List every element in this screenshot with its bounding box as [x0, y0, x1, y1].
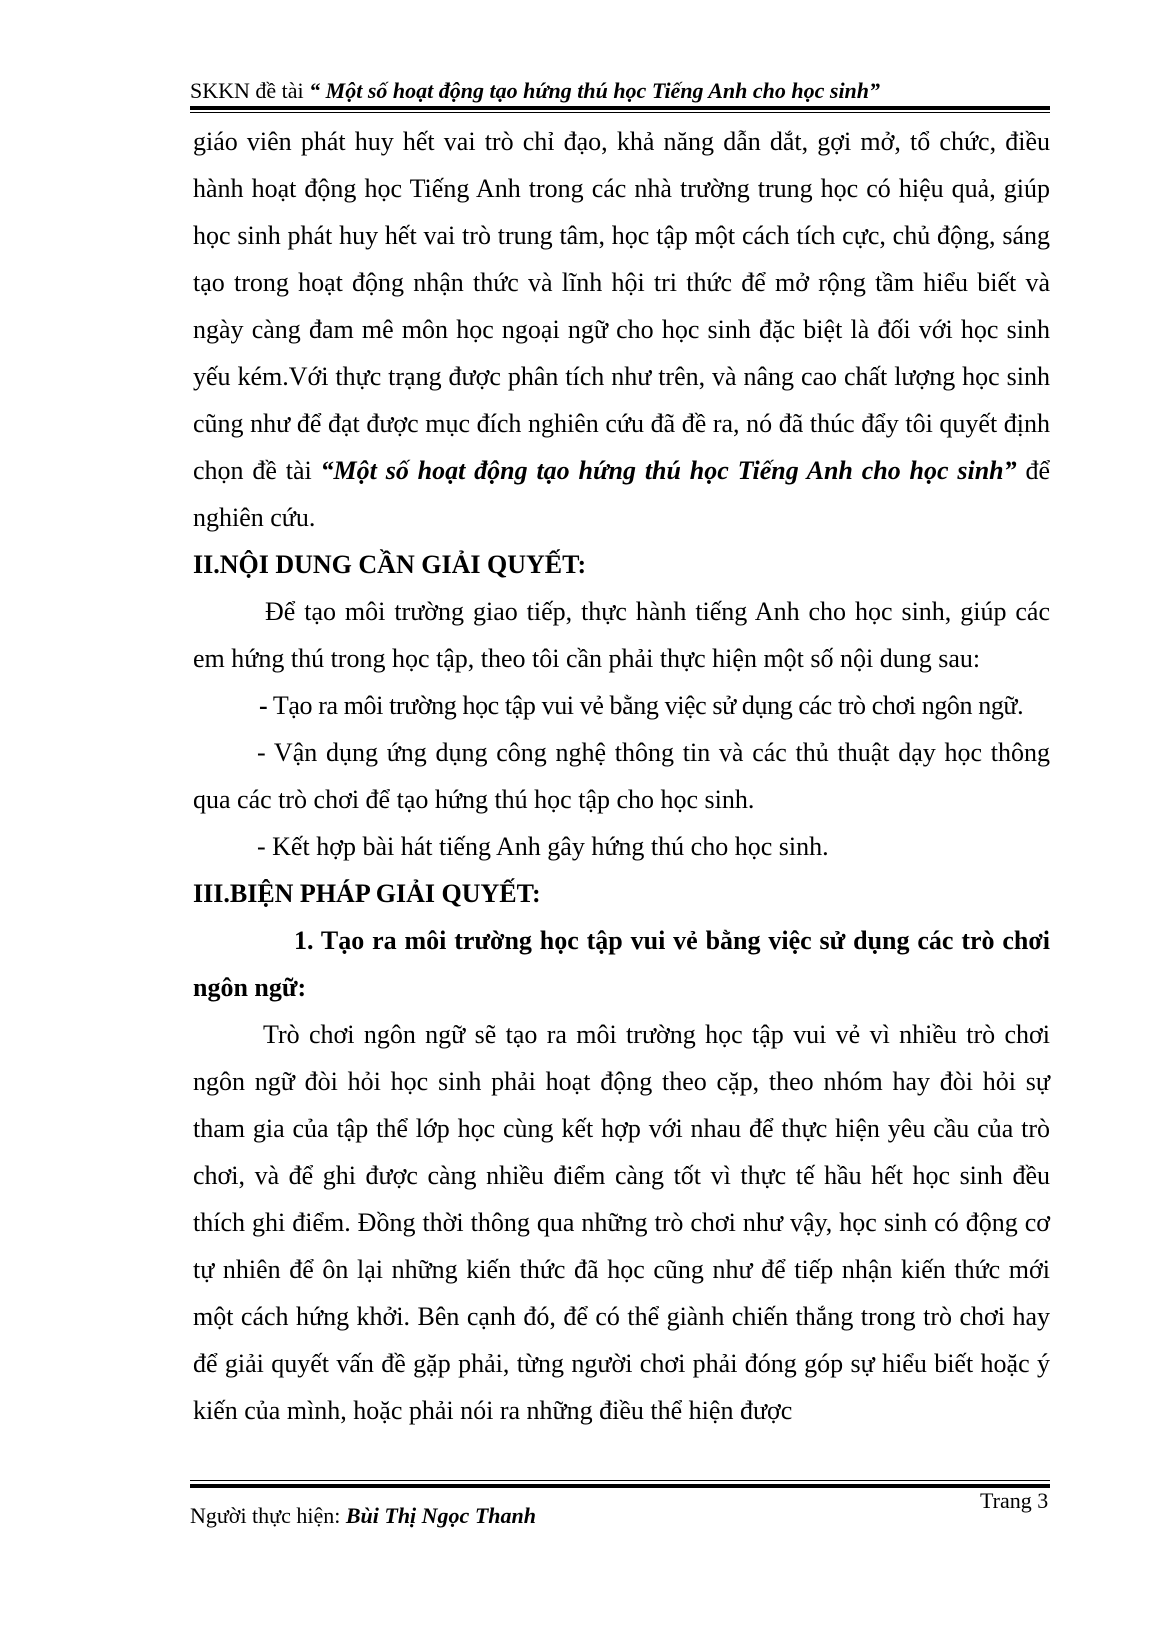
section3-subheading: 1. Tạo ra môi trường học tập vui vẻ bằng việc sử dụng các trò chơi ngôn ngữ:: [193, 926, 1050, 1002]
header-divider: [190, 106, 1050, 110]
intro-text: giáo viên phát huy hết vai trò chỉ đạo, khả năng dẫn dắt, gợi mở, tổ chức, điều hành hoạt động học Tiếng Anh trong các nhà trường trung học có hiệu quả, giúp học sinh phát huy hết vai trò trung tâm, học tập một cách tích cực, chủ động, sáng tạo trong hoạt động nhận thức và lĩnh hội tri thức để mở rộng tầm hiểu biết và ngày càng đam mê môn học ngoại ngữ cho học sinh đặc biệt là đối với học sinh yếu kém.Với thực trạng được phân tích như trên, và nâng cao chất lượng học sinh cũng như để đạt được mục đích nghiên cứu đã đề ra, nó đã thúc đẩy tôi quyết định chọn đề tài: [193, 127, 1050, 485]
footer-divider-thin: [190, 1480, 1050, 1481]
footer-label: Người thực hiện:: [190, 1503, 346, 1528]
page-body: [193, 118, 1050, 1434]
intro-text-end: để nghiên cứu.: [193, 456, 1050, 532]
item-text: Tạo ra môi trường học tập vui vẻ bằng việc sử dụng các trò chơi ngôn ngữ.: [267, 691, 1024, 720]
header-divider-thin: [190, 112, 1050, 113]
footer-divider: [190, 1484, 1050, 1488]
section2-item: - Kết hợp bài hát tiếng Anh gây hứng thú cho học sinh.: [257, 832, 829, 861]
section-heading-2: II.NỘI DUNG CẦN GIẢI QUYẾT:: [193, 550, 587, 579]
topic-title: “Một số hoạt động tạo hứng thú học Tiếng Anh cho học sinh”: [320, 456, 1017, 485]
page-header: [190, 78, 1050, 104]
footer-author: Bùi Thị Ngọc Thanh: [345, 1503, 536, 1528]
item-dash: -: [259, 691, 268, 720]
intro-paragraph: [193, 118, 1050, 541]
page-number: Trang 3: [980, 1488, 1049, 1513]
section2-item: [193, 682, 1050, 729]
section2-item: - Vận dụng ứng dụng công nghệ thông tin và các thủ thuật dạy học thông qua các trò chơi để tạo hứng thú học tập cho học sinh.: [193, 738, 1050, 814]
header-prefix: SKKN đề tài: [190, 78, 310, 103]
header-title: “ Một số hoạt động tạo hứng thú học Tiếng Anh cho học sinh”: [309, 78, 881, 103]
section2-paragraph: Để tạo môi trường giao tiếp, thực hành tiếng Anh cho học sinh, giúp các em hứng thú trong học tập, theo tôi cần phải thực hiện một số nội dung sau:: [193, 597, 1050, 673]
section3-paragraph: Trò chơi ngôn ngữ sẽ tạo ra môi trường học tập vui vẻ vì nhiều trò chơi ngôn ngữ đòi hỏi học sinh phải hoạt động theo cặp, theo nhóm hay đòi hỏi sự tham gia của tập thể lớp học cùng kết hợp với nhau để thực hiện yêu cầu của trò chơi, và để ghi được càng nhiều điểm càng tốt vì thực tế hầu hết học sinh đều thích ghi điểm. Đồng thời thông qua những trò chơi như vậy, học sinh có động cơ tự nhiên để ôn lại những kiến thức đã học cũng như để tiếp nhận kiến thức mới một cách hứng khởi. Bên cạnh đó, để có thể giành chiến thắng trong trò chơi hay để giải quyết vấn đề gặp phải, từng người chơi phải đóng góp sự hiểu biết hoặc ý kiến của mình, hoặc phải nói ra những điều thể hiện được: [193, 1020, 1050, 1425]
footer-author-line: [190, 1503, 536, 1529]
section-heading-3: III.BIỆN PHÁP GIẢI QUYẾT:: [193, 879, 541, 908]
